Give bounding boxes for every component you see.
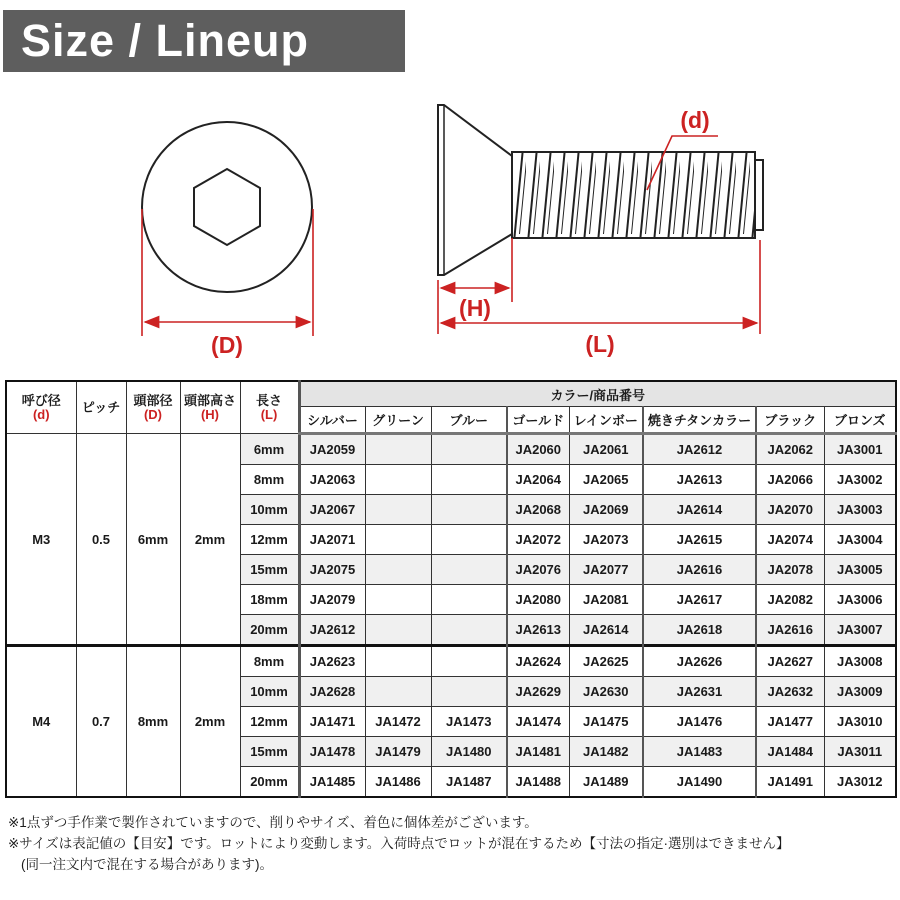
code-cell: JA2077 — [569, 555, 643, 585]
code-cell: JA2082 — [756, 585, 824, 615]
size-cell: M4 — [6, 646, 76, 797]
code-cell: JA2064 — [507, 465, 569, 495]
code-cell — [431, 555, 507, 585]
code-cell: JA2071 — [299, 525, 365, 555]
code-cell: JA2059 — [299, 434, 365, 465]
code-cell — [431, 495, 507, 525]
code-cell — [431, 465, 507, 495]
code-cell: JA3010 — [824, 707, 896, 737]
code-cell: JA1480 — [431, 737, 507, 767]
code-cell: JA1484 — [756, 737, 824, 767]
code-cell: JA2632 — [756, 677, 824, 707]
label-H: (H) — [459, 295, 491, 321]
code-cell: JA2631 — [643, 677, 756, 707]
code-cell: JA2616 — [643, 555, 756, 585]
code-cell: JA2613 — [643, 465, 756, 495]
title-bar — [3, 10, 405, 72]
code-cell: JA2078 — [756, 555, 824, 585]
code-cell: JA1486 — [365, 767, 431, 798]
length-cell: 20mm — [240, 615, 299, 646]
code-cell: JA2625 — [569, 646, 643, 677]
code-cell: JA2066 — [756, 465, 824, 495]
code-cell — [431, 677, 507, 707]
code-cell: JA2612 — [643, 434, 756, 465]
size-table-m4 — [5, 645, 897, 798]
table-row — [6, 646, 896, 677]
code-cell: JA2627 — [756, 646, 824, 677]
code-cell: JA2063 — [299, 465, 365, 495]
code-cell: JA3002 — [824, 465, 896, 495]
col-header-length: 長さ (L) — [240, 381, 299, 434]
code-cell — [365, 495, 431, 525]
pitch-cell: 0.7 — [76, 646, 126, 797]
length-cell: 10mm — [240, 677, 299, 707]
size-table-m3 — [5, 380, 897, 646]
code-cell: JA1471 — [299, 707, 365, 737]
code-cell: JA3005 — [824, 555, 896, 585]
code-cell: JA2074 — [756, 525, 824, 555]
code-cell: JA3006 — [824, 585, 896, 615]
length-cell: 6mm — [240, 434, 299, 465]
code-cell: JA1475 — [569, 707, 643, 737]
code-cell: JA2073 — [569, 525, 643, 555]
code-cell — [365, 677, 431, 707]
length-cell: 20mm — [240, 767, 299, 798]
col-header-titanium: 焼きチタンカラー — [643, 407, 756, 434]
code-cell: JA2617 — [643, 585, 756, 615]
code-cell: JA3011 — [824, 737, 896, 767]
code-cell: JA1483 — [643, 737, 756, 767]
code-cell: JA2613 — [507, 615, 569, 646]
code-cell: JA2630 — [569, 677, 643, 707]
code-cell: JA2067 — [299, 495, 365, 525]
code-cell: JA2061 — [569, 434, 643, 465]
code-cell: JA1490 — [643, 767, 756, 798]
code-cell: JA2080 — [507, 585, 569, 615]
label-L: (L) — [585, 331, 615, 357]
code-cell — [365, 615, 431, 646]
code-cell: JA1481 — [507, 737, 569, 767]
head-height-cell: 2mm — [180, 434, 240, 646]
code-cell: JA2065 — [569, 465, 643, 495]
code-cell: JA1473 — [431, 707, 507, 737]
code-cell: JA2079 — [299, 585, 365, 615]
col-header-green: グリーン — [365, 407, 431, 434]
code-cell: JA3008 — [824, 646, 896, 677]
col-header-color-group: カラー/商品番号 — [299, 381, 896, 407]
code-cell: JA1491 — [756, 767, 824, 798]
code-cell: JA2628 — [299, 677, 365, 707]
code-cell: JA2624 — [507, 646, 569, 677]
length-cell: 18mm — [240, 585, 299, 615]
pitch-cell: 0.5 — [76, 434, 126, 646]
code-cell: JA2072 — [507, 525, 569, 555]
code-cell: JA2612 — [299, 615, 365, 646]
col-header-blue: ブルー — [431, 407, 507, 434]
code-cell: JA1477 — [756, 707, 824, 737]
code-cell: JA2618 — [643, 615, 756, 646]
col-header-gold: ゴールド — [507, 407, 569, 434]
length-cell: 15mm — [240, 555, 299, 585]
head-dia-cell: 8mm — [126, 646, 180, 797]
code-cell: JA1485 — [299, 767, 365, 798]
col-header-head-dia: 頭部径 (D) — [126, 381, 180, 434]
code-cell: JA1472 — [365, 707, 431, 737]
footnote-line: (同一注文内で混在する場合があります)。 — [21, 857, 273, 872]
code-cell: JA1474 — [507, 707, 569, 737]
code-cell — [431, 615, 507, 646]
length-cell: 12mm — [240, 707, 299, 737]
col-header-pitch: ピッチ — [76, 381, 126, 434]
code-cell: JA2062 — [756, 434, 824, 465]
head-dia-cell: 6mm — [126, 434, 180, 646]
code-cell: JA2060 — [507, 434, 569, 465]
code-cell — [365, 646, 431, 677]
length-cell: 8mm — [240, 646, 299, 677]
code-cell: JA2070 — [756, 495, 824, 525]
code-cell — [365, 585, 431, 615]
code-cell: JA1489 — [569, 767, 643, 798]
length-cell: 15mm — [240, 737, 299, 767]
code-cell: JA1478 — [299, 737, 365, 767]
page-title: Size / Lineup — [21, 15, 310, 66]
code-cell: JA2626 — [643, 646, 756, 677]
length-cell: 10mm — [240, 495, 299, 525]
screw-dimension-diagram — [0, 90, 900, 382]
col-header-silver: シルバー — [299, 407, 365, 434]
col-header-black: ブラック — [756, 407, 824, 434]
col-header-head-height: 頭部高さ (H) — [180, 381, 240, 434]
table-header-row-1 — [6, 381, 896, 407]
code-cell: JA3007 — [824, 615, 896, 646]
code-cell: JA1479 — [365, 737, 431, 767]
code-cell: JA1482 — [569, 737, 643, 767]
code-cell: JA2616 — [756, 615, 824, 646]
code-cell — [365, 465, 431, 495]
col-header-nominal-dia: 呼び径 (d) — [6, 381, 76, 434]
screw-side-view — [438, 105, 763, 275]
code-cell: JA2614 — [569, 615, 643, 646]
footnote-line: ※サイズは表記値の【目安】です。ロットにより変動します。入荷時点でロットが混在するため【寸法の指定·選別はできません】 — [8, 836, 790, 851]
code-cell — [365, 434, 431, 465]
code-cell: JA3009 — [824, 677, 896, 707]
code-cell: JA2068 — [507, 495, 569, 525]
code-cell — [431, 434, 507, 465]
label-D: (D) — [211, 332, 243, 358]
col-header-bronze: ブロンズ — [824, 407, 896, 434]
code-cell — [365, 525, 431, 555]
footnotes — [8, 812, 790, 875]
code-cell: JA1488 — [507, 767, 569, 798]
code-cell: JA3012 — [824, 767, 896, 798]
size-cell: M3 — [6, 434, 76, 646]
code-cell: JA2615 — [643, 525, 756, 555]
code-cell — [365, 555, 431, 585]
code-cell: JA2076 — [507, 555, 569, 585]
code-cell: JA2075 — [299, 555, 365, 585]
code-cell: JA2629 — [507, 677, 569, 707]
code-cell: JA1487 — [431, 767, 507, 798]
footnote-line: ※1点ずつ手作業で製作されていますので、削りやサイズ、着色に個体差がございます。 — [8, 815, 538, 830]
length-cell: 8mm — [240, 465, 299, 495]
code-cell — [431, 585, 507, 615]
code-cell — [431, 646, 507, 677]
code-cell: JA1476 — [643, 707, 756, 737]
code-cell: JA3004 — [824, 525, 896, 555]
length-cell: 12mm — [240, 525, 299, 555]
head-height-cell: 2mm — [180, 646, 240, 797]
code-cell — [431, 525, 507, 555]
table-row — [6, 434, 896, 465]
code-cell: JA2081 — [569, 585, 643, 615]
code-cell: JA3001 — [824, 434, 896, 465]
code-cell: JA2069 — [569, 495, 643, 525]
screw-head-front-view — [142, 122, 312, 292]
col-header-rainbow: レインボー — [569, 407, 643, 434]
code-cell: JA2623 — [299, 646, 365, 677]
code-cell: JA3003 — [824, 495, 896, 525]
code-cell: JA2614 — [643, 495, 756, 525]
label-d: (d) — [680, 107, 710, 133]
